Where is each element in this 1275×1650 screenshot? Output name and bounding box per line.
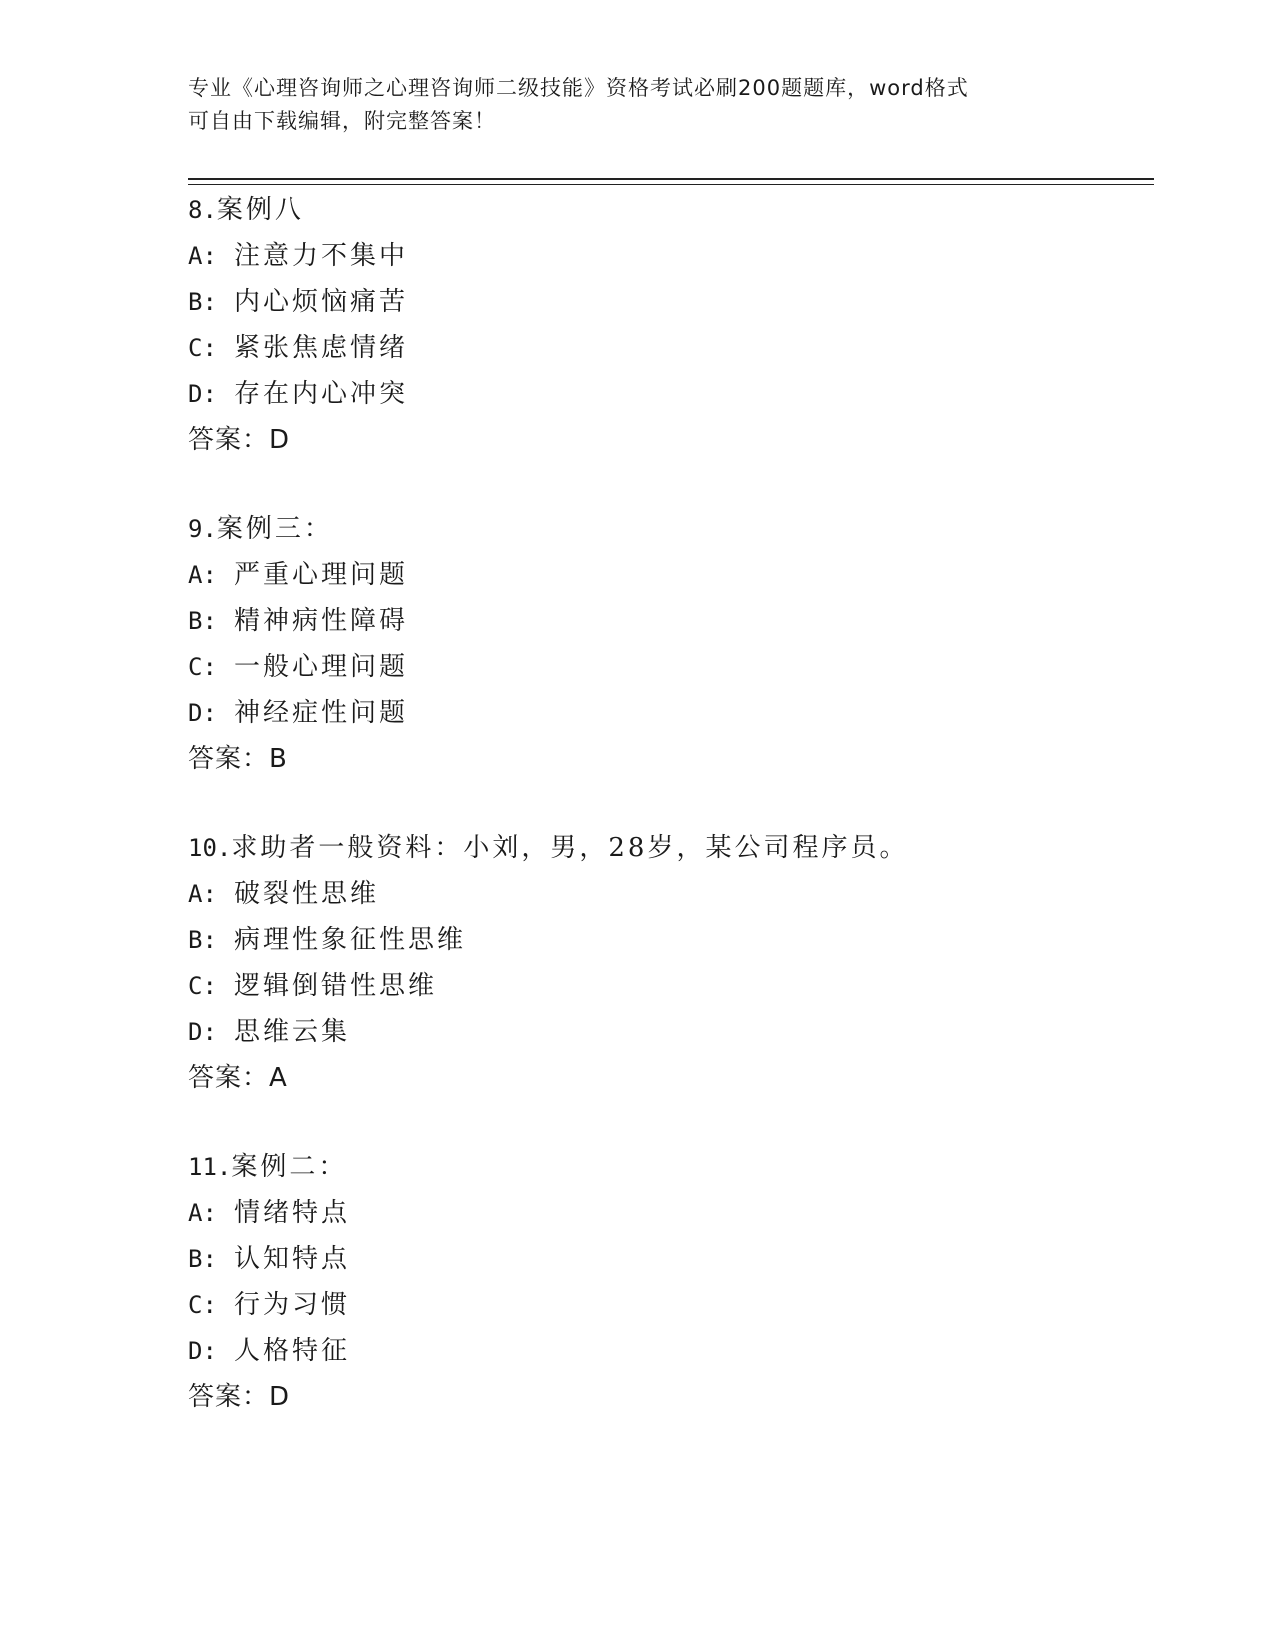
option-text: 破裂性思维	[234, 879, 380, 909]
question-stem	[188, 1144, 1128, 1190]
question-9	[188, 506, 1128, 782]
option-text: 注意力不集中	[234, 241, 409, 271]
option-b	[188, 917, 1128, 963]
question-text: 案例二：	[231, 1152, 348, 1182]
answer-line: 答案：B	[188, 744, 288, 774]
question-stem	[188, 825, 1128, 871]
option-d	[188, 1009, 1128, 1055]
header-line-1: 专业《心理咨询师之心理咨询师二级技能》资格考试必刷200题题库，word格式	[188, 76, 969, 100]
option-text: 认知特点	[234, 1244, 351, 1274]
option-text: 一般心理问题	[234, 652, 409, 682]
question-text: 案例三：	[216, 514, 333, 544]
question-number: 10.	[188, 834, 232, 862]
option-text: 病理性象征性思维	[234, 925, 467, 955]
option-letter: C:	[188, 972, 217, 1000]
option-c	[188, 1282, 1128, 1328]
option-letter: D:	[188, 1337, 217, 1365]
header-line-2: 可自由下载编辑，附完整答案！	[188, 109, 496, 133]
option-letter: A:	[188, 1199, 217, 1227]
option-letter: D:	[188, 1018, 217, 1046]
option-letter: D:	[188, 699, 217, 727]
option-letter: B:	[188, 288, 217, 316]
option-letter: A:	[188, 561, 217, 589]
answer-line: 答案：D	[188, 425, 291, 455]
question-stem	[188, 506, 1128, 552]
option-d	[188, 690, 1128, 736]
option-letter: C:	[188, 334, 217, 362]
option-text: 思维云集	[234, 1017, 351, 1047]
option-text: 精神病性障碍	[234, 606, 409, 636]
option-letter: B:	[188, 1245, 217, 1273]
option-letter: C:	[188, 653, 217, 681]
option-c	[188, 963, 1128, 1009]
question-text: 案例八	[216, 195, 304, 225]
option-letter: C:	[188, 1291, 217, 1319]
question-text: 求助者一般资料：小刘，男，28岁，某公司程序员。	[231, 833, 909, 863]
question-10	[188, 825, 1128, 1101]
option-b	[188, 1236, 1128, 1282]
option-text: 内心烦恼痛苦	[234, 287, 409, 317]
question-number: 9.	[188, 515, 217, 543]
option-text: 逻辑倒错性思维	[234, 971, 438, 1001]
option-c	[188, 325, 1128, 371]
question-11	[188, 1144, 1128, 1420]
option-letter: B:	[188, 926, 217, 954]
option-a	[188, 871, 1128, 917]
option-letter: A:	[188, 880, 217, 908]
option-letter: D:	[188, 380, 217, 408]
header-divider-thin	[188, 184, 1154, 185]
option-text: 存在内心冲突	[234, 379, 409, 409]
option-letter: B:	[188, 607, 217, 635]
question-number: 11.	[188, 1153, 232, 1181]
question-number: 8.	[188, 196, 217, 224]
document-header	[188, 72, 1088, 138]
option-letter: A:	[188, 242, 217, 270]
option-d	[188, 371, 1128, 417]
option-text: 人格特征	[234, 1336, 351, 1366]
option-a	[188, 552, 1128, 598]
option-a	[188, 233, 1128, 279]
option-a	[188, 1190, 1128, 1236]
option-c	[188, 644, 1128, 690]
option-text: 严重心理问题	[234, 560, 409, 590]
option-text: 情绪特点	[234, 1198, 351, 1228]
option-text: 紧张焦虑情绪	[234, 333, 409, 363]
question-stem	[188, 187, 1128, 233]
option-text: 神经症性问题	[234, 698, 409, 728]
option-b	[188, 598, 1128, 644]
option-b	[188, 279, 1128, 325]
question-8	[188, 187, 1128, 463]
answer-line: 答案：A	[188, 1063, 288, 1093]
header-divider-thick	[188, 178, 1154, 180]
option-d	[188, 1328, 1128, 1374]
option-text: 行为习惯	[234, 1290, 351, 1320]
answer-line: 答案：D	[188, 1382, 291, 1412]
